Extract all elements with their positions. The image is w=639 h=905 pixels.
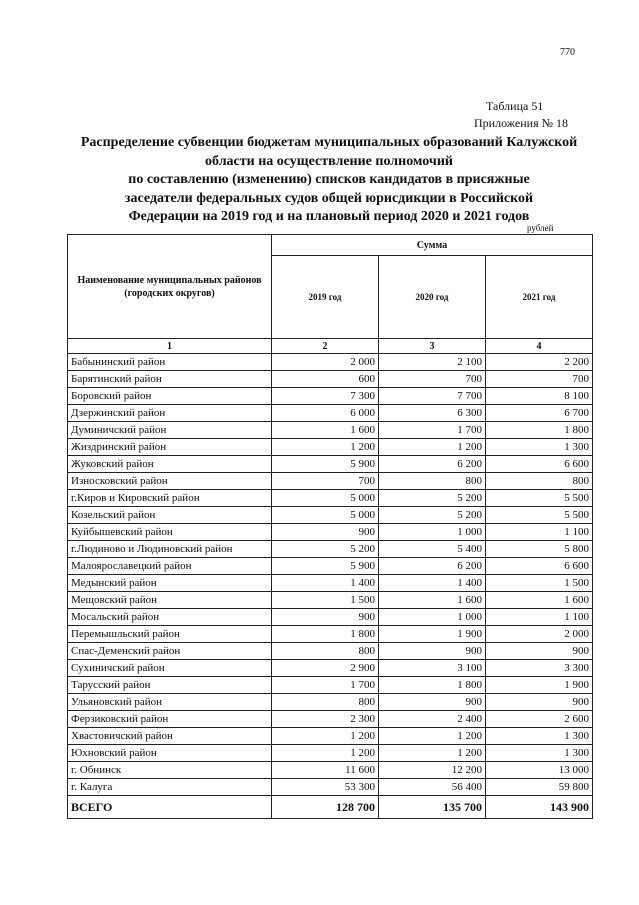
- value-2019-cell: 2 300: [272, 711, 379, 728]
- district-name-cell: Тарусский район: [68, 677, 272, 694]
- district-name-cell: Дзержинский район: [68, 405, 272, 422]
- value-2021-cell: 1 500: [486, 575, 593, 592]
- value-2021-cell: 13 000: [486, 762, 593, 779]
- value-2019-cell: 6 000: [272, 405, 379, 422]
- district-name-cell: Боровский район: [68, 388, 272, 405]
- value-2020-cell: 900: [379, 643, 486, 660]
- district-name-cell: Износковский район: [68, 473, 272, 490]
- value-2021-cell: 2 000: [486, 626, 593, 643]
- value-2020-cell: 1 200: [379, 745, 486, 762]
- value-2020-cell: 1 400: [379, 575, 486, 592]
- value-2021-cell: 1 600: [486, 592, 593, 609]
- district-name-cell: Бабынинский район: [68, 354, 272, 371]
- value-2020-cell: 800: [379, 473, 486, 490]
- value-2021-cell: 1 100: [486, 609, 593, 626]
- value-2019-cell: 1 800: [272, 626, 379, 643]
- district-name-cell: Жиздринский район: [68, 439, 272, 456]
- value-2019-cell: 600: [272, 371, 379, 388]
- value-2020-cell: 6 200: [379, 558, 486, 575]
- column-header-2020: 2020 год: [379, 256, 486, 339]
- value-2019-cell: 2 000: [272, 354, 379, 371]
- district-name-cell: Хвастовичский район: [68, 728, 272, 745]
- value-2021-cell: 900: [486, 643, 593, 660]
- title-line: Распределение субвенции бюджетам муниципальных образований Калужской: [80, 135, 578, 150]
- table-row: [68, 439, 593, 456]
- title-line: заседатели федеральных судов общей юрисдикции в Российской: [124, 190, 534, 206]
- value-2021-cell: 6 600: [486, 558, 593, 575]
- value-2019-cell: 1 400: [272, 575, 379, 592]
- district-name-cell: Малоярославецкий район: [68, 558, 272, 575]
- value-2020-cell: 2 100: [379, 354, 486, 371]
- table-row: [68, 762, 593, 779]
- value-2020-cell: 700: [379, 371, 486, 388]
- table-row: [68, 711, 593, 728]
- table-body: [68, 354, 593, 819]
- value-2019-cell: 1 700: [272, 677, 379, 694]
- value-2021-cell: 59 800: [486, 779, 593, 796]
- table-row: [68, 473, 593, 490]
- district-name-cell: Юхновский район: [68, 745, 272, 762]
- page-number: 770: [560, 47, 575, 58]
- value-2021-cell: 5 500: [486, 490, 593, 507]
- table-row: [68, 490, 593, 507]
- table-row: [68, 558, 593, 575]
- district-name-cell: г.Людиново и Людиновский район: [68, 541, 272, 558]
- table-row: [68, 405, 593, 422]
- value-2021-cell: 800: [486, 473, 593, 490]
- value-2020-cell: 1 800: [379, 677, 486, 694]
- value-2020-cell: 6 200: [379, 456, 486, 473]
- table-row: [68, 745, 593, 762]
- value-2019-cell: 900: [272, 609, 379, 626]
- value-2020-cell: 1 700: [379, 422, 486, 439]
- district-name-cell: г. Обнинск: [68, 762, 272, 779]
- district-name-cell: Ульяновский район: [68, 694, 272, 711]
- value-2020-cell: 7 700: [379, 388, 486, 405]
- column-index: 3: [379, 339, 486, 354]
- value-2021-cell: 1 800: [486, 422, 593, 439]
- column-header-2019: 2019 год: [272, 256, 379, 339]
- table-row: [68, 728, 593, 745]
- table-row: [68, 575, 593, 592]
- table-row: [68, 609, 593, 626]
- value-2020-cell: 5 400: [379, 541, 486, 558]
- table-row: [68, 354, 593, 371]
- value-2020-cell: 1 000: [379, 524, 486, 541]
- table-row: [68, 456, 593, 473]
- district-name-cell: Думиничский район: [68, 422, 272, 439]
- value-2019-cell: 5 900: [272, 558, 379, 575]
- value-2021-cell: 5 500: [486, 507, 593, 524]
- unit-label: рублей: [527, 223, 554, 233]
- value-2020-cell: 1 200: [379, 728, 486, 745]
- table-row: [68, 388, 593, 405]
- value-2019-cell: 53 300: [272, 779, 379, 796]
- title-line: Федерации на 2019 год и на плановый период 2020 и 2021 годов: [128, 209, 530, 225]
- value-2020-cell: 5 200: [379, 507, 486, 524]
- district-name-cell: Козельский район: [68, 507, 272, 524]
- column-index: 1: [68, 339, 272, 354]
- district-name-cell: г.Киров и Кировский район: [68, 490, 272, 507]
- value-2021-cell: 6 700: [486, 405, 593, 422]
- value-2019-cell: 700: [272, 473, 379, 490]
- total-2020-cell: 135 700: [379, 796, 486, 819]
- district-name-cell: Барятинский район: [68, 371, 272, 388]
- value-2019-cell: 5 000: [272, 490, 379, 507]
- value-2020-cell: 1 900: [379, 626, 486, 643]
- column-index: 2: [272, 339, 379, 354]
- value-2020-cell: 3 100: [379, 660, 486, 677]
- value-2019-cell: 1 200: [272, 439, 379, 456]
- title-line: по составлению (изменению) списков кандидатов в присяжные: [128, 172, 530, 188]
- value-2020-cell: 1 000: [379, 609, 486, 626]
- value-2019-cell: 11 600: [272, 762, 379, 779]
- total-row: [68, 796, 593, 819]
- value-2019-cell: 5 900: [272, 456, 379, 473]
- district-name-cell: Медынский район: [68, 575, 272, 592]
- district-name-cell: г. Калуга: [68, 779, 272, 796]
- value-2020-cell: 1 200: [379, 439, 486, 456]
- value-2019-cell: 5 200: [272, 541, 379, 558]
- district-name-cell: Жуковский район: [68, 456, 272, 473]
- value-2019-cell: 2 900: [272, 660, 379, 677]
- value-2020-cell: 1 600: [379, 592, 486, 609]
- value-2021-cell: 700: [486, 371, 593, 388]
- value-2020-cell: 2 400: [379, 711, 486, 728]
- district-name-cell: Куйбышевский район: [68, 524, 272, 541]
- district-name-cell: Мосальский район: [68, 609, 272, 626]
- value-2021-cell: 3 300: [486, 660, 593, 677]
- title-line: области на осуществление полномочий: [205, 153, 453, 169]
- table-label: Таблица 51: [486, 99, 544, 113]
- value-2019-cell: 1 600: [272, 422, 379, 439]
- value-2019-cell: 1 200: [272, 728, 379, 745]
- value-2021-cell: 1 300: [486, 728, 593, 745]
- value-2019-cell: 5 000: [272, 507, 379, 524]
- district-name-cell: Спас-Деменский район: [68, 643, 272, 660]
- table-row: [68, 626, 593, 643]
- value-2021-cell: 2 600: [486, 711, 593, 728]
- value-2019-cell: 800: [272, 643, 379, 660]
- value-2021-cell: 900: [486, 694, 593, 711]
- district-name-cell: Мещовский район: [68, 592, 272, 609]
- value-2020-cell: 5 200: [379, 490, 486, 507]
- column-header-name: Наименование муниципальных районов (городских округов): [68, 235, 272, 339]
- table-row: [68, 677, 593, 694]
- district-name-cell: Перемышльский район: [68, 626, 272, 643]
- value-2020-cell: 6 300: [379, 405, 486, 422]
- table-row: [68, 422, 593, 439]
- total-2021-cell: 143 900: [486, 796, 593, 819]
- value-2021-cell: 1 100: [486, 524, 593, 541]
- table-row: [68, 694, 593, 711]
- value-2019-cell: 1 500: [272, 592, 379, 609]
- total-2019-cell: 128 700: [272, 796, 379, 819]
- table-row: [68, 371, 593, 388]
- value-2019-cell: 1 200: [272, 745, 379, 762]
- value-2019-cell: 7 300: [272, 388, 379, 405]
- total-label-cell: ВСЕГО: [68, 796, 272, 819]
- column-header-sum: Сумма: [272, 235, 593, 256]
- document-title: [64, 134, 594, 227]
- value-2021-cell: 1 300: [486, 745, 593, 762]
- table-row: [68, 779, 593, 796]
- column-header-2021: 2021 год: [486, 256, 593, 339]
- subvention-table: [67, 234, 593, 819]
- value-2021-cell: 1 300: [486, 439, 593, 456]
- district-name-cell: Сухиничский район: [68, 660, 272, 677]
- value-2021-cell: 6 600: [486, 456, 593, 473]
- value-2021-cell: 2 200: [486, 354, 593, 371]
- column-index: 4: [486, 339, 593, 354]
- value-2021-cell: 1 900: [486, 677, 593, 694]
- district-name-cell: Ферзиковский район: [68, 711, 272, 728]
- appendix-label: Приложения № 18: [474, 116, 569, 130]
- table-row: [68, 524, 593, 541]
- value-2019-cell: 800: [272, 694, 379, 711]
- table-row: [68, 660, 593, 677]
- value-2020-cell: 56 400: [379, 779, 486, 796]
- table-row: [68, 541, 593, 558]
- table-row: [68, 592, 593, 609]
- value-2020-cell: 900: [379, 694, 486, 711]
- value-2019-cell: 900: [272, 524, 379, 541]
- value-2021-cell: 8 100: [486, 388, 593, 405]
- table-row: [68, 507, 593, 524]
- table-row: [68, 643, 593, 660]
- value-2020-cell: 12 200: [379, 762, 486, 779]
- value-2021-cell: 5 800: [486, 541, 593, 558]
